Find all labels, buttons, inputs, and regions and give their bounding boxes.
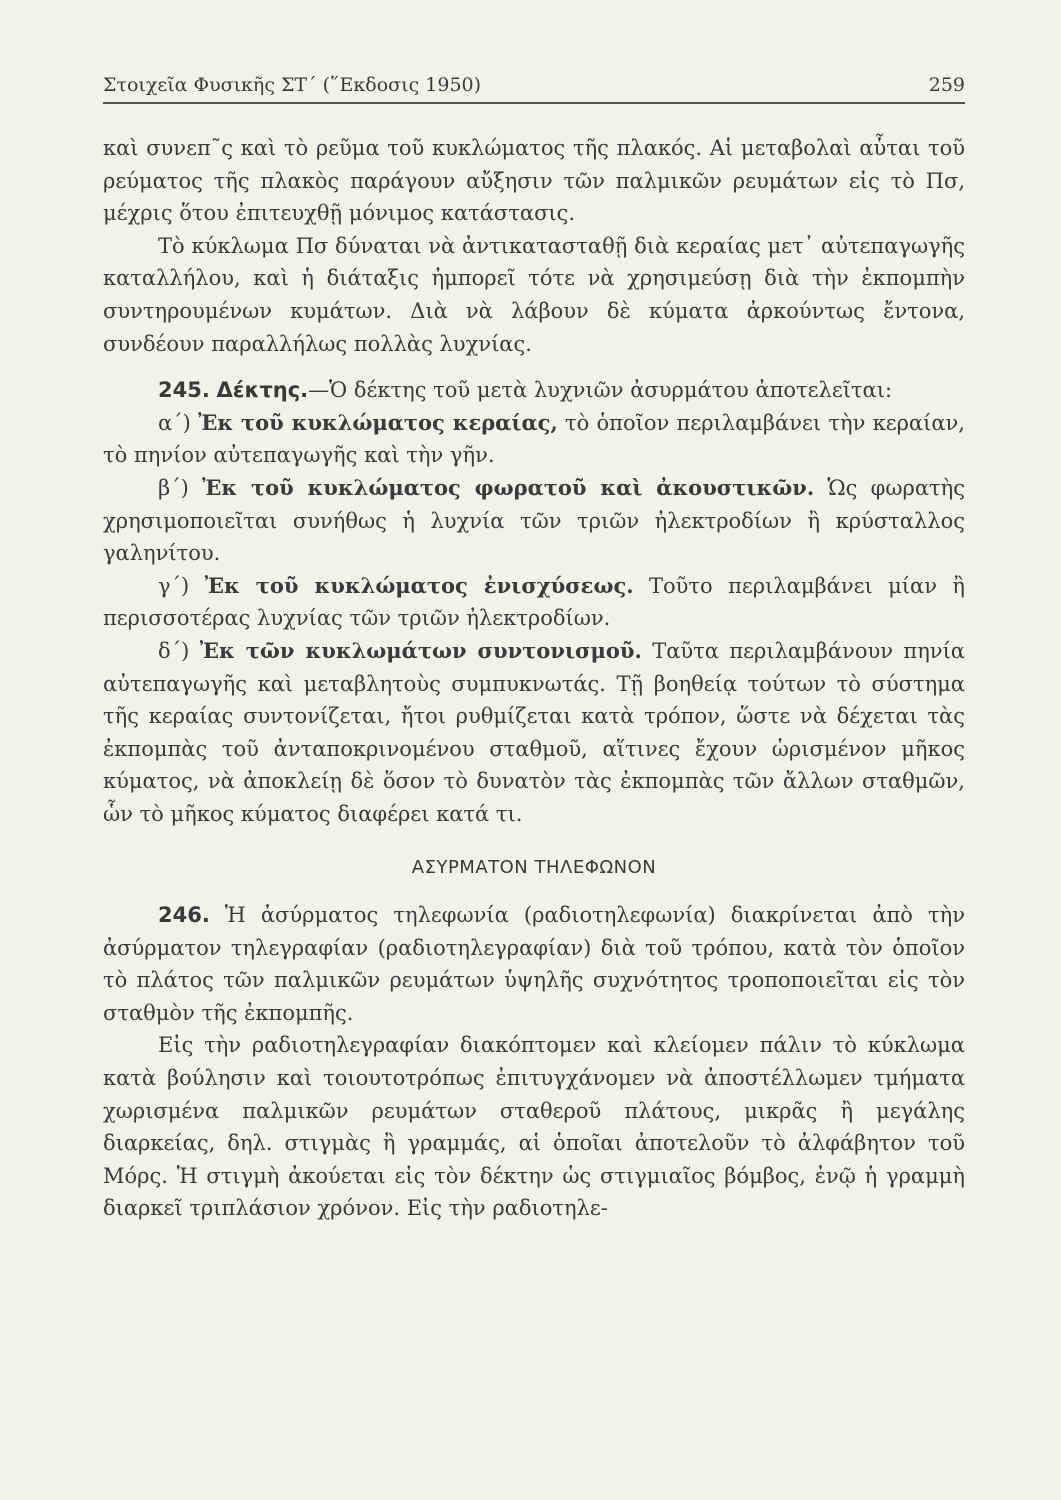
- paragraph-radiotelegraphy: Εἰς τὴν ραδιοτηλεγραφίαν διακόπτομεν καὶ κλείομεν πάλιν τὸ κύκλωμα κατὰ βούλησιν καὶ τοιουτοτρόπως ἐπιτυγχάνομεν νὰ ἀποστέλλωμεν τμήματα χωρισμένα παλμικῶν ρευμάτων σταθεροῦ πλάτους, μικρᾶς ἢ μεγάλης διαρκείας, δηλ. στιγμὰς ἢ γραμμάς, αἱ ὁποῖαι ἀποτελοῦν τὸ ἀλφάβητον τοῦ Μόρς. Ἡ στιγμὴ ἀκούεται εἰς τὸν δέκτην ὡς στιγμιαῖος βόμβος, ἐνῷ ἡ γραμμὴ διαρκεῖ τριπλάσιον χρόνον. Εἰς τὴν ραδιοτηλε-: [103, 1033, 965, 1221]
- page-body: [103, 132, 965, 1225]
- page-number: 259: [928, 74, 965, 96]
- list-item: [103, 570, 965, 635]
- running-title: Στοιχεῖα Φυσικῆς ΣΤ΄ (῞Εκδοσις 1950): [103, 74, 482, 96]
- item-marker: γ΄): [158, 573, 190, 598]
- item-heading: Ἐκ τοῦ κυκλώματος κεραίας,: [198, 409, 558, 435]
- item-heading: Ἐκ τῶν κυκλωμάτων συντονισμοῦ.: [199, 637, 642, 663]
- item-heading: Ἐκ τοῦ κυκλώματος φωρατοῦ καὶ ἀκουστικῶν.: [202, 474, 815, 500]
- subheading: ΑΣΥΡΜΑΤΟΝ ΤΗΛΕΦΩΝΟΝ: [411, 857, 657, 879]
- list-item: [103, 407, 965, 472]
- list-item: [103, 635, 965, 831]
- item-text: Τοῦτο περιλαμβάνει μίαν ἢ περισσοτέρας λυχνίας τῶν τριῶν ἠλεκτροδίων.: [103, 573, 965, 631]
- item-marker: δ΄): [158, 638, 190, 663]
- paragraph-continuation: καὶ συνεπ῀ς καὶ τὸ ρεῦμα τοῦ κυκλώματος τῆς πλακός. Αἱ μεταβολαὶ αὗται τοῦ ρεύματος τῆς πλακὸς παράγουν αὔξησιν τῶν παλμικῶν ρευμάτων εἰς τὸ Πσ, μέχρις ὅτου ἐπιτευχθῇ μόνιμος κατάστασις.: [103, 136, 965, 226]
- section-text: —Ὁ δέκτης τοῦ μετὰ λυχνιῶν ἀσυρμάτου ἀποτελεῖται:: [308, 378, 893, 403]
- section-number: 245.: [158, 378, 210, 403]
- section-number: 246.: [158, 903, 210, 928]
- item-text: τὸ ὁποῖον περιλαμβάνει τὴν κεραίαν, τὸ πηνίον αὐτεπαγωγῆς καὶ τὴν γῆν.: [103, 410, 965, 468]
- section-heading: Δέκτης.: [216, 378, 309, 403]
- item-marker: β΄): [158, 475, 189, 500]
- paragraph-antenna-circuit: Τὸ κύκλωμα Πσ δύναται νὰ ἀντικατασταθῇ διὰ κεραίας μετ᾿ αὐτεπαγωγῆς καταλλήλου, καὶ ἡ διάταξις ἠμπορεῖ τότε νὰ χρησιμεύσῃ διὰ τὴν ἐκπομπὴν συντηρουμένων κυμάτων. Διὰ νὰ λάβουν δὲ κύματα ἀρκούντως ἔντονα, συνδέουν παραλλήλως πολλὰς λυχνίας.: [103, 233, 965, 356]
- item-text: Ταῦτα περιλαμβάνουν πηνία αὐτεπαγωγῆς καὶ μεταβλητοὺς συμπυκνωτάς. Τῇ βοηθείᾳ τούτων τὸ σύστημα τῆς κεραίας συντονίζεται, ἤτοι ρυθμίζεται κατὰ τρόπον, ὥστε νὰ δέχεται τὰς ἐκπομπὰς τοῦ ἀνταποκρινομένου σταθμοῦ, αἵτινες ἔχουν ὡρισμένον μῆκος κύματος, νὰ ἀποκλείῃ δὲ ὅσον τὸ δυνατὸν τὰς ἐκπομπὰς τῶν ἄλλων σταθμῶν, ὧν τὸ μῆκος κύματος διαφέρει κατά τι.: [103, 638, 965, 826]
- item-text: Ὡς φωρατὴς χρησιμοποιεῖται συνήθως ἡ λυχνία τῶν τριῶν ἠλεκτροδίων ἢ κρύσταλλος γαληνίτου.: [103, 475, 965, 566]
- list-item: [103, 472, 965, 570]
- running-header: [103, 70, 965, 104]
- section-246: [103, 899, 965, 1029]
- section-245: [103, 374, 965, 407]
- section-text: Ἡ ἀσύρματος τηλεφωνία (ραδιοτηλεφωνία) διακρίνεται ἀπὸ τὴν ἀσύρματον τηλεγραφίαν (ραδιοτηλεγραφίαν) διὰ τοῦ τρόπου, κατὰ τὸν ὁποῖον τὸ πλάτος τῶν παλμικῶν ρευμάτων ὑψηλῆς συχνότητος τροποποιεῖται εἰς τὸν σταθμὸν τῆς ἐκπομπῆς.: [103, 903, 965, 1025]
- item-heading: Ἐκ τοῦ κυκλώματος ἐνισχύσεως.: [204, 572, 634, 598]
- item-marker: α΄): [158, 410, 191, 435]
